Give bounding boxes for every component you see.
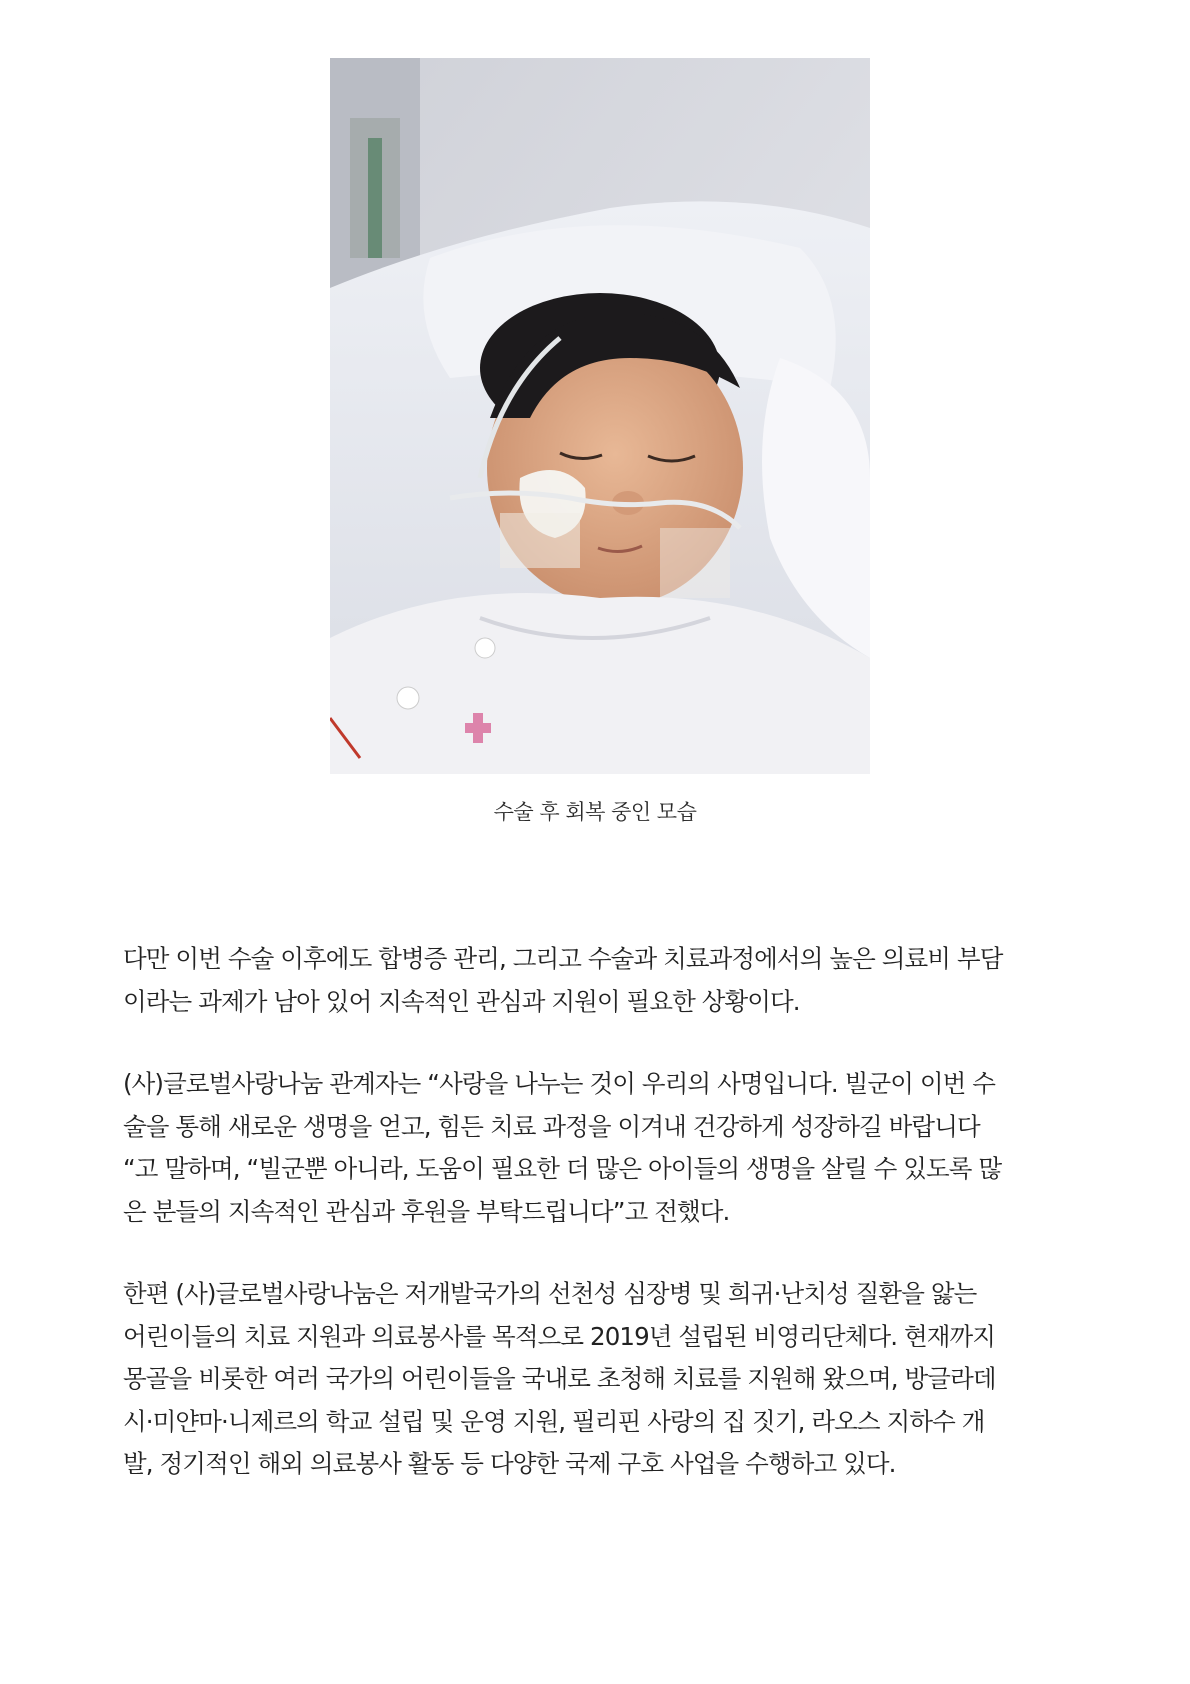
paragraph-line: 시·미얀마·니제르의 학교 설립 및 운영 지원, 필리핀 사랑의 집 짓기, 라오스 지하수 개	[123, 1406, 985, 1436]
article-photo	[330, 58, 870, 774]
photo-caption: 수술 후 회복 중인 모습	[493, 800, 697, 824]
paragraph-line: 이라는 과제가 남아 있어 지속적인 관심과 지원이 필요한 상황이다.	[123, 986, 800, 1016]
paragraph-1	[123, 938, 1073, 1023]
paragraph-line: 몽골을 비롯한 여러 국가의 어린이들을 국내로 초청해 치료를 지원해 왔으며, 방글라데	[123, 1364, 996, 1393]
article-body	[123, 938, 1073, 1526]
paragraph-line: 한편 (사)글로벌사랑나눔은 저개발국가의 선천성 심장병 및 희귀·난치성 질환을 앓는	[123, 1279, 977, 1308]
paragraph-line: 어린이들의 치료 지원과 의료봉사를 목적으로 2019년 설립된 비영리단체다. 현재까지	[123, 1321, 996, 1351]
paragraph-line: (사)글로벌사랑나눔 관계자는 “사랑을 나누는 것이 우리의 사명입니다. 빌군이 이번 수	[123, 1069, 996, 1098]
paragraph-line: “고 말하며, “빌군뿐 아니라, 도움이 필요한 더 많은 아이들의 생명을 살릴 수 있도록 많	[123, 1154, 1002, 1183]
hospital-photo-illustration	[330, 58, 870, 774]
paragraph-2	[123, 1063, 1073, 1233]
paragraph-line: 다만 이번 수술 이후에도 합병증 관리, 그리고 수술과 치료과정에서의 높은 의료비 부담	[123, 944, 1003, 973]
paragraph-3	[123, 1273, 1073, 1486]
paragraph-line: 술을 통해 새로운 생명을 얻고, 힘든 치료 과정을 이겨내 건강하게 성장하길 바랍니다	[123, 1111, 980, 1141]
paragraph-line: 은 분들의 지속적인 관심과 후원을 부탁드립니다”고 전했다.	[123, 1196, 730, 1226]
paragraph-line: 발, 정기적인 해외 의료봉사 활동 등 다양한 국제 구호 사업을 수행하고 있다.	[123, 1449, 896, 1478]
